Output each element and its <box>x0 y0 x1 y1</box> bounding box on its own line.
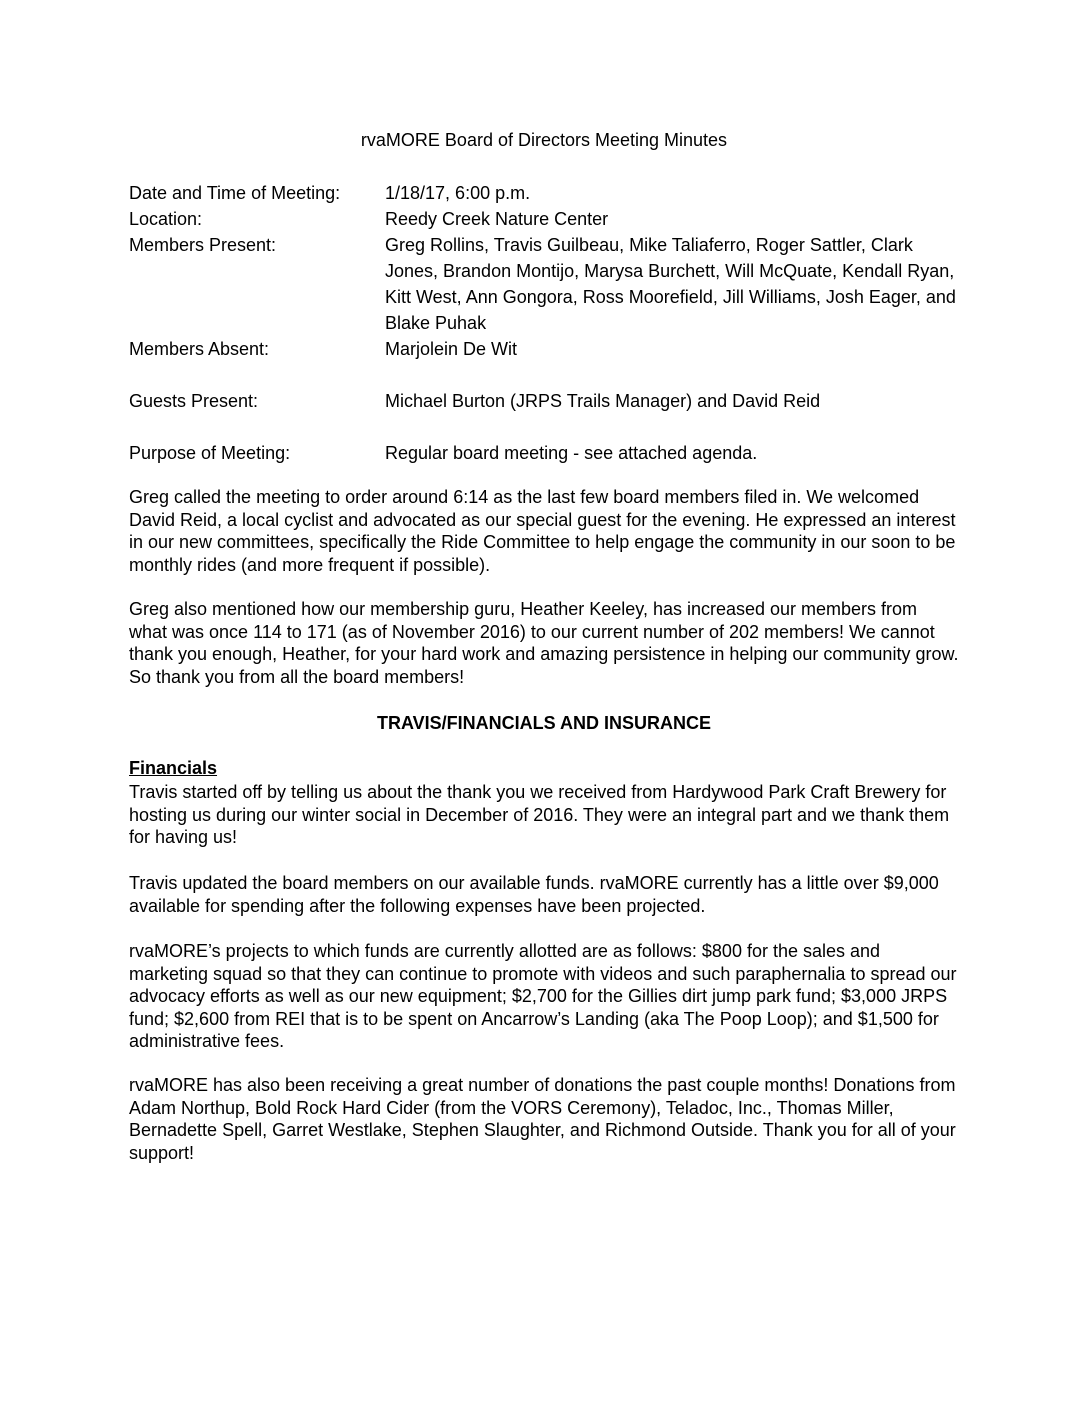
meta-row-date <box>129 180 959 206</box>
location-value: Reedy Creek Nature Center <box>385 209 609 229</box>
absent-label: Members Absent: <box>129 339 270 359</box>
guests-value: Michael Burton (JRPS Trails Manager) and David Reid <box>385 391 821 411</box>
paragraph-donations: rvaMORE has also been receiving a great number of donations the past couple months! Donations from Adam Northup, Bold Rock Hard Cider (from the VORS Ceremony), Teladoc, Inc., Thomas Miller, Bernadette Spell, Garret Westlake, Stephen Slaughter, and Richmond Outside. Thank you for all of your support! <box>129 1075 956 1163</box>
present-value: Greg Rollins, Travis Guilbeau, Mike Taliaferro, Roger Sattler, Clark Jones, Brandon Montijo, Marysa Burchett, Will McQuate, Kendall Ryan, Kitt West, Ann Gongora, Ross Moorefield, Jill Williams, Josh Eager, and Blake Puhak <box>385 235 956 333</box>
meta-row-location <box>129 206 959 232</box>
paragraph-hardywood: Travis started off by telling us about the thank you we received from Hardywood Park Craft Brewery for hosting us during our winter social in December of 2016. They were an integral part and we thank them for having us! <box>129 782 950 847</box>
spacer <box>129 362 959 388</box>
meta-row-absent <box>129 336 959 362</box>
paragraph-membership: Greg also mentioned how our membership guru, Heather Keeley, has increased our members from what was once 114 to 171 (as of November 2016) to our current number of 202 members! We cannot thank you enough, Heather, for your hard work and amazing persistence in helping our community grow. So thank you from all the board members! <box>129 599 959 687</box>
meta-row-purpose <box>129 440 959 466</box>
location-label: Location: <box>129 209 203 229</box>
paragraph-projects: rvaMORE’s projects to which funds are currently allotted are as follows: $800 for the sales and marketing squad so that they can continue to promote with videos and such paraphernalia to spread our advocacy efforts as well as our new equipment; $2,700 for the Gillies dirt jump park fund; $3,000 JRPS fund; $2,600 from REI that is to be spent on Ancarrow’s Landing (aka The Poop Loop); and $1,500 for administrative fees. <box>129 941 957 1051</box>
paragraph-funds: Travis updated the board members on our available funds. rvaMORE currently has a little over $9,000 available for spending after the following expenses have been projected. <box>129 873 939 916</box>
date-label: Date and Time of Meeting: <box>129 183 341 203</box>
subheading-financials: Financials <box>129 758 218 778</box>
purpose-value: Regular board meeting - see attached agenda. <box>385 443 758 463</box>
meeting-details <box>129 180 959 466</box>
purpose-label: Purpose of Meeting: <box>129 443 291 463</box>
section-heading: TRAVIS/FINANCIALS AND INSURANCE <box>376 713 711 733</box>
meta-row-present <box>129 232 959 336</box>
meta-row-guests <box>129 388 959 414</box>
present-label: Members Present: <box>129 235 277 255</box>
date-value: 1/18/17, 6:00 p.m. <box>385 183 531 203</box>
document-title: rvaMORE Board of Directors Meeting Minutes <box>360 130 728 150</box>
guests-label: Guests Present: <box>129 391 259 411</box>
paragraph-call-to-order: Greg called the meeting to order around 6:14 as the last few board members filed in. We welcomed David Reid, a local cyclist and advocated as our special guest for the evening. He expressed an interest in our new committees, specifically the Ride Committee to help engage the community in our soon to be monthly rides (and more frequent if possible). <box>129 487 956 575</box>
absent-value: Marjolein De Wit <box>385 339 518 359</box>
spacer <box>129 414 959 440</box>
